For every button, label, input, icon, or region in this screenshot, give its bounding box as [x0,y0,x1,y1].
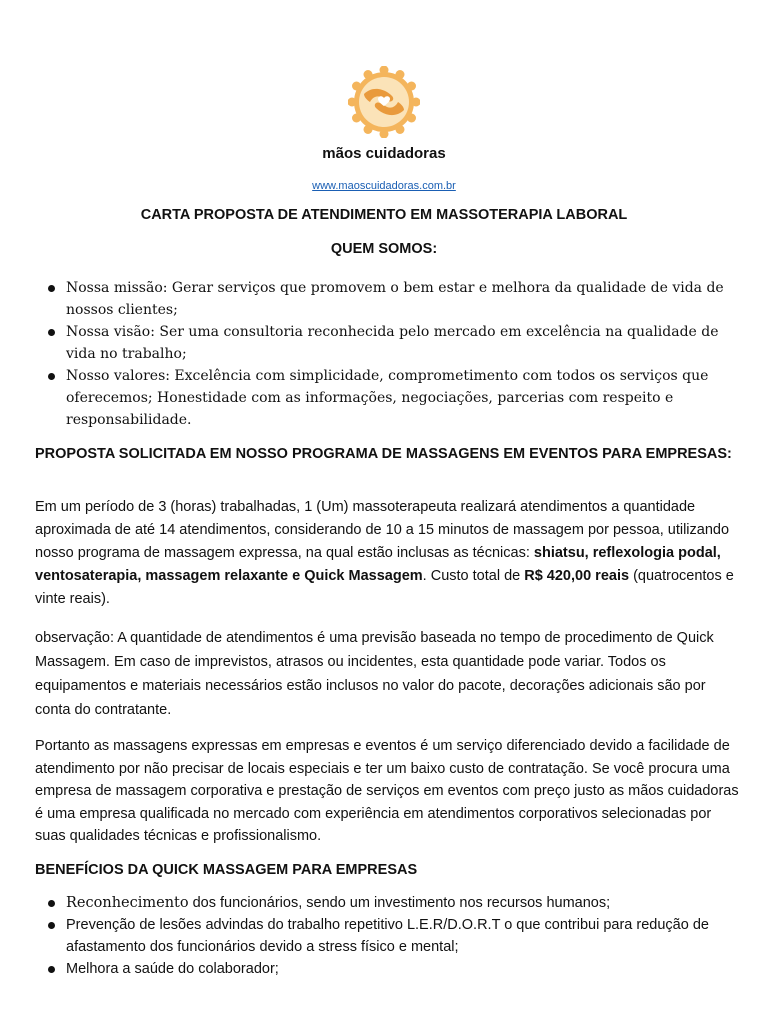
benefits-heading: BENEFÍCIOS DA QUICK MASSAGEM PARA EMPRESAS [35,862,418,878]
hands-heart-logo-icon [348,66,420,138]
techniques-list: shiatsu, reflexologia podal, ventosaterapia, massagem relaxante e Quick Massagem [35,545,721,584]
proposal-paragraph [35,496,741,611]
benefit-text: dos funcionários, sendo um investimento nos recursos humanos; [188,895,611,911]
list-item: Prevenção de lesões advindas do trabalho repetitivo L.E.R/D.O.R.T o que contribui para redução de afastamento dos funcionários devido a stress físico e mental; [35,914,741,958]
list-item: Nossa missão: Gerar serviços que promovem o bem estar e melhora da qualidade de vida de nossos clientes; [35,277,735,321]
document-title: CARTA PROPOSTA DE ATENDIMENTO EM MASSOTERAPIA LABORAL [140,207,628,223]
list-item [35,892,741,914]
about-list [35,277,735,431]
proposal-text: Em um período de 3 (horas) trabalhadas, 1 (Um) massoterapeuta realizará atendimentos a quantidade aproximada de até 14 atendimentos, considerando de 10 a 15 minutos de massagem por pessoa, utilizando nosso programa de massagem expressa, na qual estão inclusas as técnicas: [35,499,730,561]
benefits-list [35,892,741,980]
list-item: Nosso valores: Excelência com simplicidade, comprometimento com todos os serviços que oferecemos; Honestidade com as informações, negociações, parcerias com respeito e responsabilidade. [35,365,735,431]
benefit-keyword: Reconhecimento [66,895,189,911]
brand-name: mãos cuidadoras [322,145,446,162]
list-item: Melhora a saúde do colaborador; [35,958,741,980]
summary-paragraph: Portanto as massagens expressas em empresas e eventos é um serviço diferenciado devido a facilidade de atendimento por não precisar de locais especiais e ter um baixo custo de contratação. Se você procura uma empresa de massagem corporativa e prestação de serviços em eventos com preço justo as mãos cuidadoras é uma empresa qualificada no mercado com experiência em atendimentos corporativos selecionadas por suas qualidades técnicas e profissionalismo. [35,738,739,844]
price-in-words: (quatrocentos e vinte reais). [35,568,734,607]
observation-paragraph: observação: A quantidade de atendimentos é uma previsão baseada no tempo de procedimento de Quick Massagem. Em caso de imprevistos, atrasos ou incidentes, esta quantidade pode variar. Todos os equipamentos e materiais necessários estão inclusos no valor do pacote, decorações adicionais são por conta do contratante. [35,630,714,718]
price-value: R$ 420,00 reais [524,568,630,584]
about-heading: QUEM SOMOS: [330,241,438,257]
cost-prefix: . Custo total de [422,568,525,584]
website-link[interactable]: www.maoscuidadoras.com.br [312,180,456,192]
list-item: Nossa visão: Ser uma consultoria reconhecida pelo mercado em excelência na qualidade de vida no trabalho; [35,321,735,365]
proposal-heading: PROPOSTA SOLICITADA EM NOSSO PROGRAMA DE MASSAGENS EM EVENTOS PARA EMPRESAS: [35,446,732,462]
